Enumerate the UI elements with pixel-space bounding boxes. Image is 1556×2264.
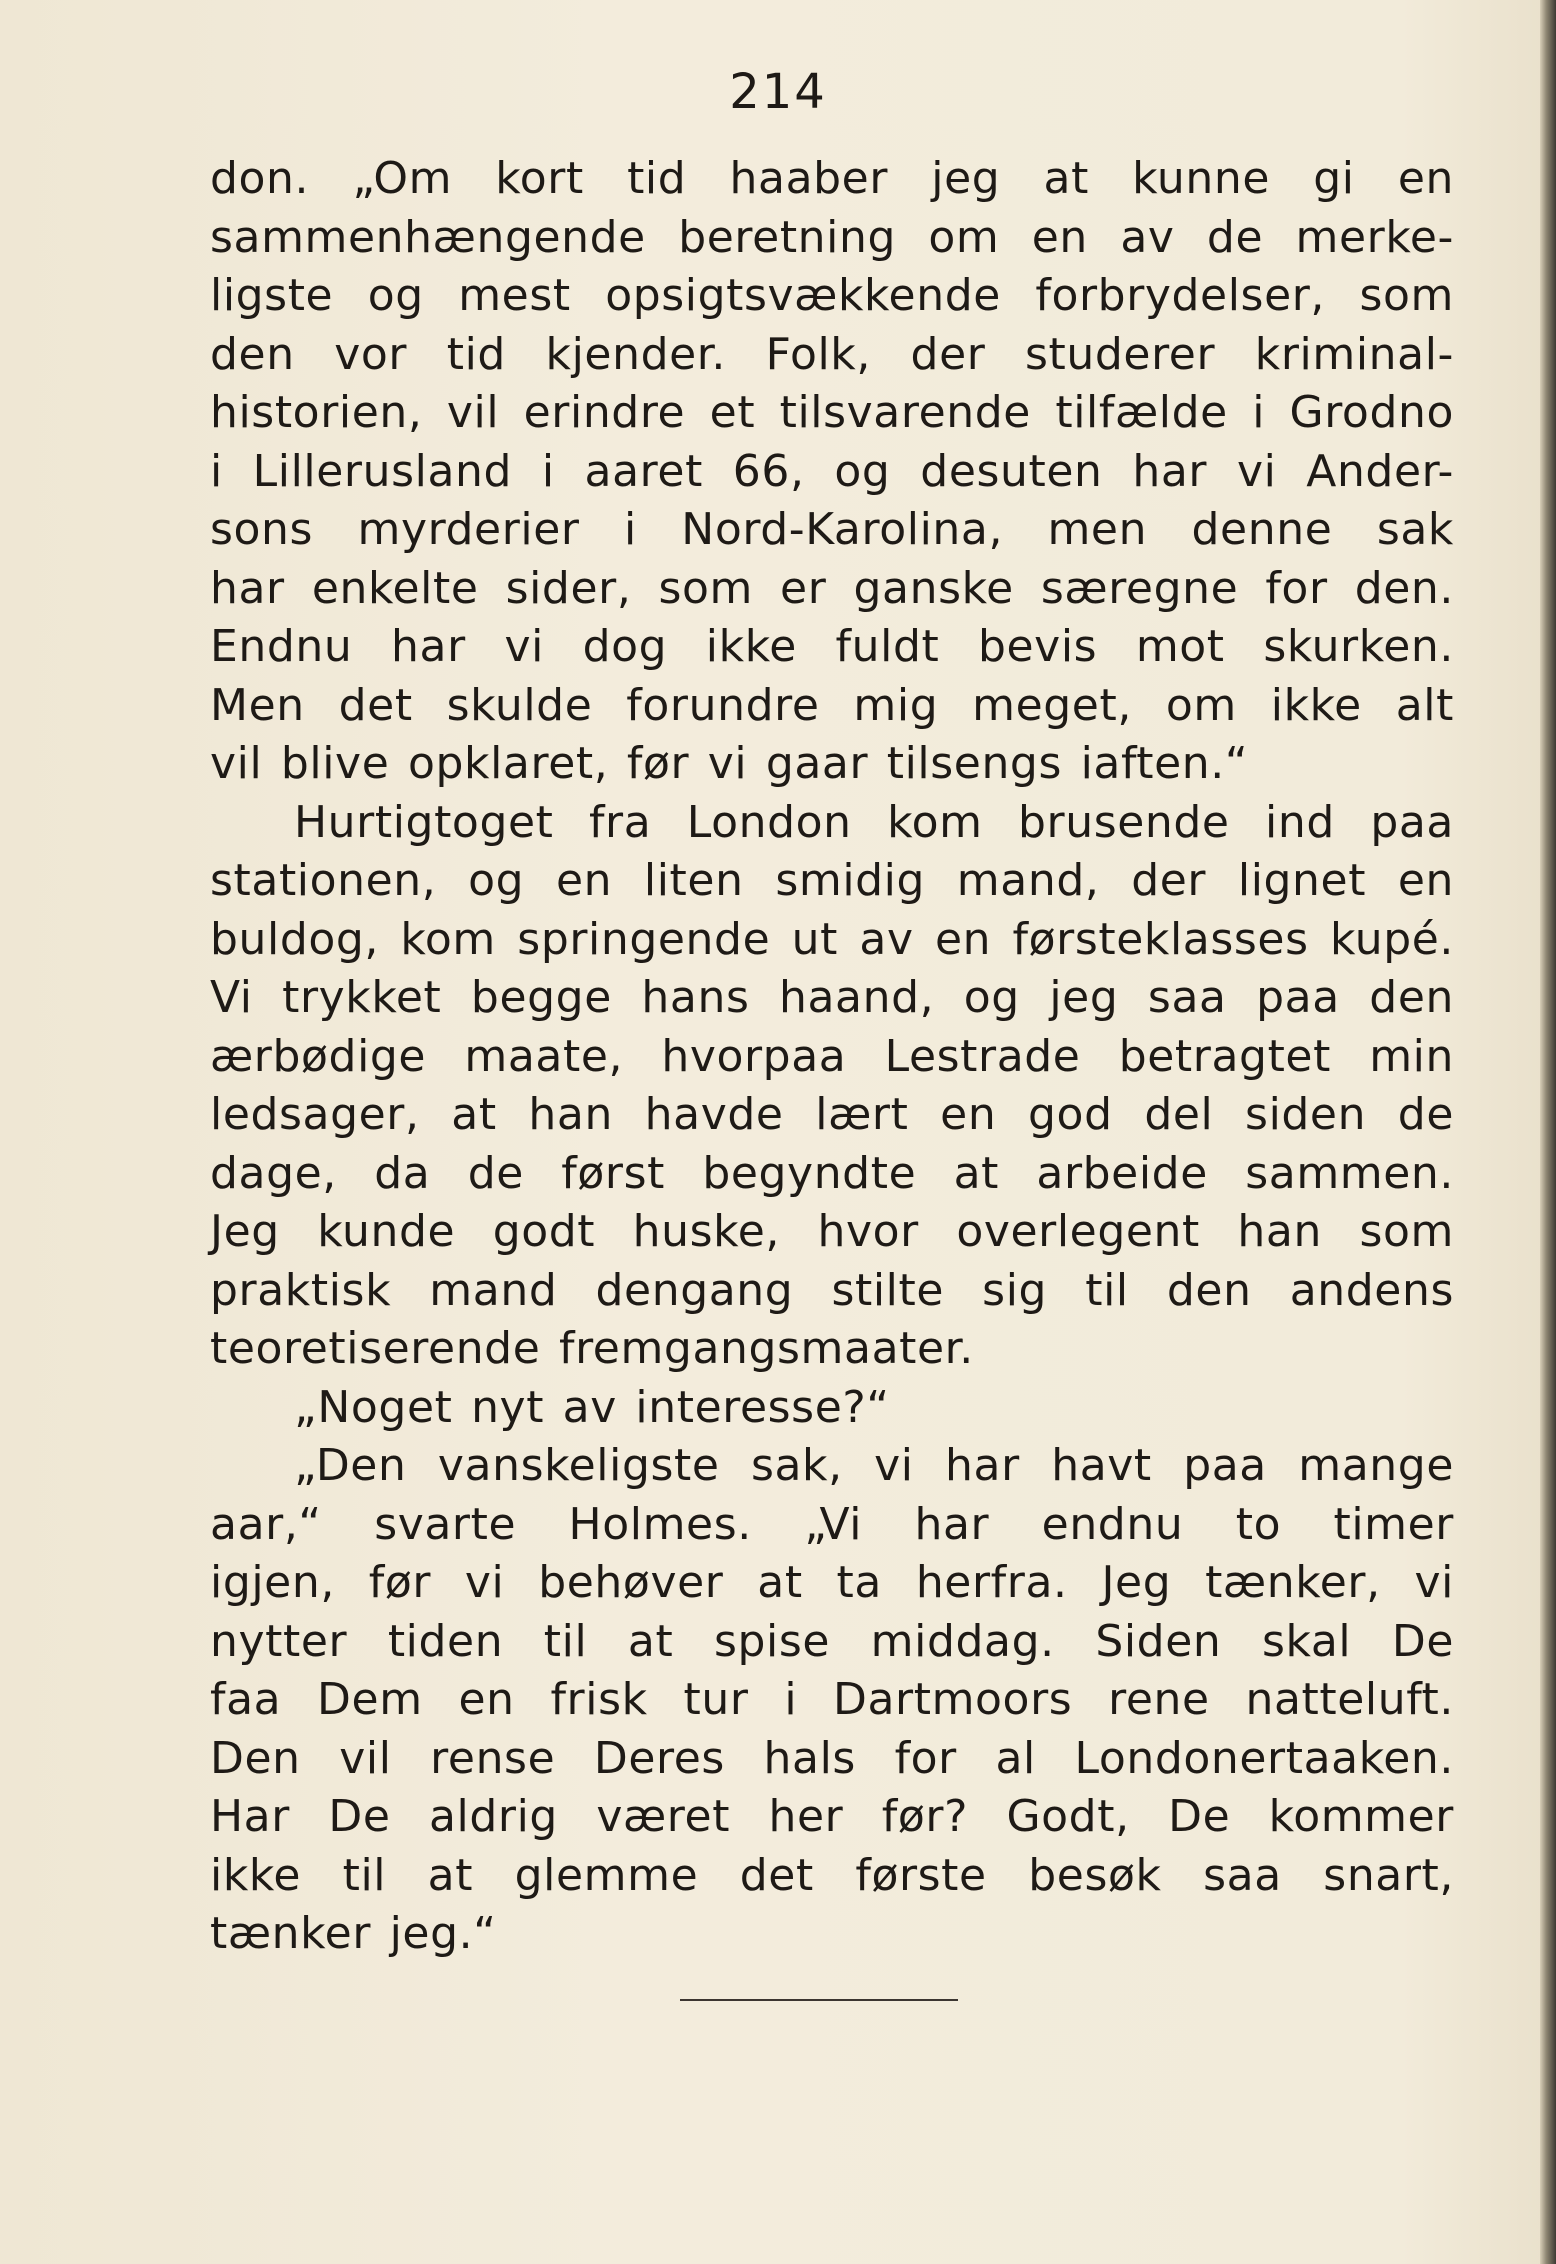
- text-line: i Lillerusland i aaret 66, og desuten har vi Ander-: [210, 445, 1454, 497]
- text-line: Har De aldrig været her før? Godt, De kommer: [210, 1791, 1454, 1842]
- text-line: tænker jeg.“: [210, 1908, 497, 1959]
- text-line: nytter tiden til at spise middag. Siden skal De: [210, 1615, 1454, 1667]
- page-edge-shadow: [1540, 0, 1556, 2264]
- text-line: ærbødige maate, hvorpaa Lestrade betragtet min: [210, 1030, 1454, 1082]
- text-line: Hurtigtoget fra London kom brusende ind paa: [294, 796, 1454, 848]
- text-line: igjen, før vi behøver at ta herfra. Jeg tænker, vi: [210, 1557, 1454, 1608]
- text-line: Jeg kunde godt huske, hvor overlegent han som: [210, 1206, 1454, 1257]
- page-number: 214: [729, 64, 827, 120]
- text-line: stationen, og en liten smidig mand, der lignet en: [210, 855, 1454, 906]
- text-line: ligste og mest opsigtsvækkende forbrydelser, som: [210, 270, 1454, 321]
- text-line: den vor tid kjender. Folk, der studerer kriminal-: [210, 328, 1454, 380]
- text-line: „Noget nyt av interesse?“: [294, 1381, 890, 1433]
- text-line: aar,“ svarte Holmes. „Vi har endnu to timer: [210, 1498, 1454, 1550]
- text-line: historien, vil erindre et tilsvarende tilfælde i Grodno: [210, 387, 1454, 438]
- text-line: dage, da de først begyndte at arbeide sammen.: [210, 1147, 1454, 1199]
- text-line: praktisk mand dengang stilte sig til den andens: [210, 1264, 1454, 1316]
- text-line: teoretiserende fremgangsmaater.: [210, 1323, 974, 1374]
- text-line: sammenhængende beretning om en av de merke-: [210, 211, 1454, 263]
- text-line: ikke til at glemme det første besøk saa snart,: [210, 1849, 1454, 1901]
- text-line: vil blive opklaret, før vi gaar tilsengs iaften.“: [210, 738, 1249, 789]
- text-line: ledsager, at han havde lært en god del siden de: [210, 1089, 1454, 1140]
- text-line: Endnu har vi dog ikke fuldt bevis mot skurken.: [210, 621, 1454, 672]
- section-end-rule: [680, 1999, 958, 2001]
- text-line: Den vil rense Deres hals for al Londonertaaken.: [210, 1732, 1454, 1784]
- text-line: „Den vanskeligste sak, vi har havt paa mange: [294, 1440, 1454, 1491]
- body-text: [210, 150, 1454, 1964]
- text-line: Vi trykket begge hans haand, og jeg saa paa den: [210, 972, 1454, 1023]
- text-line: buldog, kom springende ut av en førsteklasses kupé.: [210, 913, 1454, 965]
- text-line: don. „Om kort tid haaber jeg at kunne gi en: [210, 153, 1454, 204]
- text-line: faa Dem en frisk tur i Dartmoors rene natteluft.: [210, 1674, 1454, 1725]
- text-line: sons myrderier i Nord-Karolina, men denne sak: [210, 504, 1454, 555]
- text-line: har enkelte sider, som er ganske særegne for den.: [210, 562, 1454, 614]
- text-line: Men det skulde forundre mig meget, om ikke alt: [210, 679, 1454, 731]
